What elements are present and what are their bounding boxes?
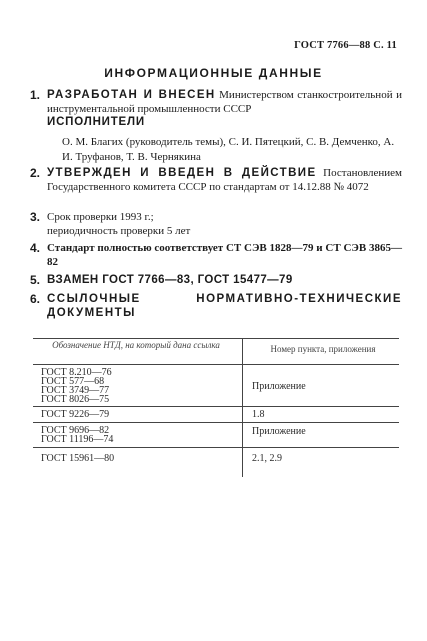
table-cell-doc: ГОСТ 9226—79 xyxy=(41,409,110,420)
section-heading: ВЗАМЕН ГОСТ 7766—83, ГОСТ 15477—79 xyxy=(47,274,293,286)
section-number: 5. xyxy=(30,273,41,287)
table-cell-doc: ГОСТ 15961—80 xyxy=(41,453,115,464)
table-header-doc: Обозначение НТД, на который дана ссылка xyxy=(52,340,220,350)
section-heading: РАЗРАБОТАН И ВНЕСЕН xyxy=(47,89,216,101)
table-row-border xyxy=(33,406,399,407)
section-4 xyxy=(30,241,402,269)
table-header-ref: Номер пункта, приложения xyxy=(270,344,376,354)
section-6 xyxy=(30,292,402,320)
table-cell-doc: ГОСТ 3749—77 xyxy=(41,385,110,396)
section-2 xyxy=(30,166,402,194)
page-title: ИНФОРМАЦИОННЫЕ ДАННЫЕ xyxy=(104,66,323,80)
section-text: периодичность проверки 5 лет xyxy=(47,225,191,237)
performers-label: ИСПОЛНИТЕЛИ xyxy=(47,116,145,128)
table-cell-doc: ГОСТ 8.210—76 xyxy=(41,367,112,378)
section-text: Стандарт полностью соответствует СТ СЭВ 1828—79 и СТ СЭВ 3865—82 xyxy=(47,242,402,268)
table-cell-doc: ГОСТ 577—68 xyxy=(41,376,105,387)
table-row-border xyxy=(33,447,399,448)
section-number: 1. xyxy=(30,88,41,102)
performers-list: О. М. Благих (руководитель темы), С. И. Пятецкий, С. В. Демченко, А. И. Труфанов, Т. В. Чернякина xyxy=(62,136,395,163)
table-cell-ref: Приложение xyxy=(252,381,306,392)
table-cell-doc: ГОСТ 9696—82 xyxy=(41,425,110,436)
table-column-divider xyxy=(242,338,243,477)
table-top-border xyxy=(33,338,399,339)
page-header: ГОСТ 7766—88 С. 11 xyxy=(294,40,397,51)
section-heading: УТВЕРЖДЕН И ВВЕДЕН В ДЕЙСТВИЕ xyxy=(47,167,317,179)
section-number: 6. xyxy=(30,292,41,306)
table-cell-ref: 1.8 xyxy=(252,409,265,420)
section-number: 3. xyxy=(30,210,41,224)
table-cell-doc: ГОСТ 8026—75 xyxy=(41,394,110,405)
section-number: 2. xyxy=(30,166,41,180)
section-number: 4. xyxy=(30,241,41,255)
section-3 xyxy=(30,210,402,238)
section-5 xyxy=(30,273,402,287)
table-row-border xyxy=(33,422,399,423)
table-cell-ref: Приложение xyxy=(252,426,306,437)
section-text: Постановлением Государственного комитета СССР по стандартам от 14.12.88 № 4072 xyxy=(47,167,403,193)
section-text: Министерством станкостроительной и инструментальной промышленности СССР xyxy=(47,89,402,115)
section-text: Срок проверки 1993 г.; xyxy=(47,211,154,223)
section-heading: ССЫЛОЧНЫЕ НОРМАТИВНО-ТЕХНИЧЕСКИЕ ДОКУМЕНТЫ xyxy=(47,293,402,319)
section-1 xyxy=(30,88,402,116)
table-header-border xyxy=(33,364,399,365)
table-cell-ref: 2.1, 2.9 xyxy=(252,453,282,464)
table-cell-doc: ГОСТ 11196—74 xyxy=(41,434,114,445)
